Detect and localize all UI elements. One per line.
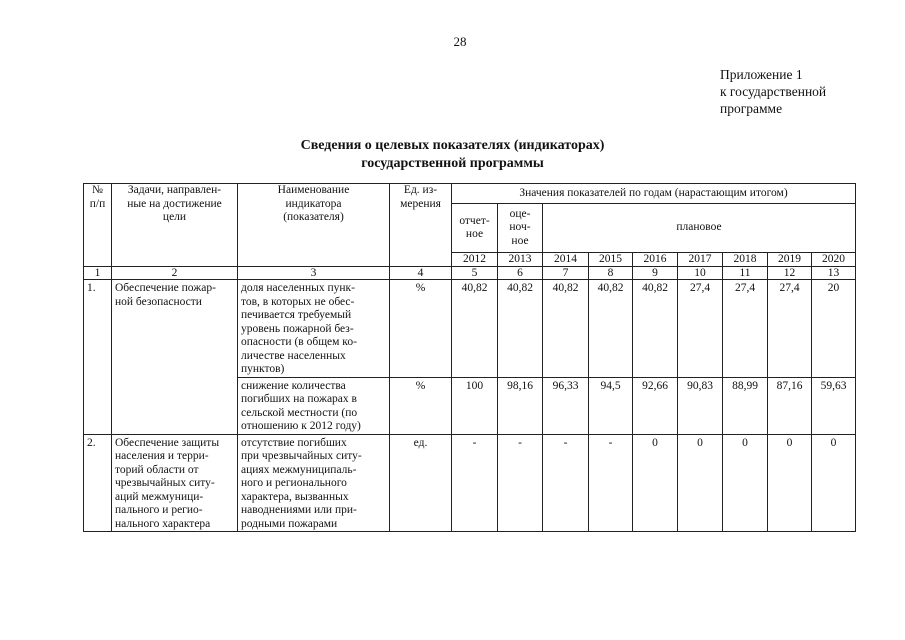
row-task-line: чрезвычайных ситу- <box>115 477 215 489</box>
column-numbers-row <box>84 267 856 280</box>
year-2014: 2014 <box>543 253 589 267</box>
table-row <box>84 434 856 532</box>
value-cell: - <box>543 434 589 532</box>
row-num: 2. <box>84 434 112 532</box>
value-cell: 98,16 <box>498 377 543 434</box>
row-num: 1. <box>84 280 112 435</box>
value-cell: 88,99 <box>723 377 768 434</box>
header-num-line: № <box>92 184 103 196</box>
row-unit: % <box>390 377 452 434</box>
header-unit-line: мерения <box>400 197 441 210</box>
column-number: 2 <box>112 267 238 280</box>
year-2012: 2012 <box>452 253 498 267</box>
value-cell: 0 <box>723 434 768 532</box>
year-2013: 2013 <box>498 253 543 267</box>
value-cell: 100 <box>452 377 498 434</box>
header-indicator <box>238 184 390 267</box>
appendix-line: программе <box>720 101 783 116</box>
column-number: 6 <box>498 267 543 280</box>
value-cell: 96,33 <box>543 377 589 434</box>
row-indicator-line: доля населенных пунк- <box>241 282 355 294</box>
row-task-line: Обеспечение защиты <box>115 436 220 449</box>
row-indicator-line: снижение количества <box>241 379 346 392</box>
row-indicator <box>238 280 390 378</box>
header-tasks <box>112 184 238 267</box>
header-reported <box>452 204 498 253</box>
row-task-line: аций межмуници- <box>115 490 204 503</box>
value-cell: - <box>452 434 498 532</box>
row-task-line: Обеспечение пожар- <box>115 282 216 294</box>
column-number: 13 <box>812 267 856 280</box>
value-cell: - <box>498 434 543 532</box>
row-indicator-line: тов, в которых не обес- <box>241 295 355 308</box>
header-estimated-line: ноч- <box>509 221 531 234</box>
column-number: 4 <box>390 267 452 280</box>
value-cell: 59,63 <box>812 377 856 434</box>
row-indicator-line: отсутствие погибших <box>241 436 347 449</box>
title-line: государственной программы <box>361 156 544 171</box>
column-number: 1 <box>84 267 112 280</box>
header-num <box>84 184 112 267</box>
value-cell: 0 <box>768 434 812 532</box>
year-2016: 2016 <box>633 253 678 267</box>
header-tasks-line: ные на достижение <box>127 197 222 210</box>
row-indicator-line: характера, вызванных <box>241 490 349 503</box>
indicators-table <box>83 183 856 532</box>
value-cell: 27,4 <box>768 280 812 378</box>
row-task-line: нального характера <box>115 517 211 530</box>
column-number: 7 <box>543 267 589 280</box>
row-indicator <box>238 434 390 532</box>
row-indicator-line: наводнениями или при- <box>241 504 357 516</box>
value-cell: 90,83 <box>678 377 723 434</box>
row-indicator-line: ного и регионального <box>241 477 347 489</box>
value-cell: 20 <box>812 280 856 378</box>
header-planned: плановое <box>543 204 856 253</box>
title-line: Сведения о целевых показателях (индикаторах) <box>300 138 605 153</box>
header-estimated <box>498 204 543 253</box>
row-indicator-line: при чрезвычайных ситу- <box>241 450 362 462</box>
row-indicator <box>238 377 390 434</box>
value-cell: 40,82 <box>589 280 633 378</box>
row-unit: ед. <box>390 434 452 532</box>
header-indicator-line: Наименование <box>277 184 350 196</box>
row-task-line: ной безопасности <box>115 295 202 308</box>
value-cell: 0 <box>633 434 678 532</box>
column-number: 9 <box>633 267 678 280</box>
row-indicator-line: ациях межмуниципаль- <box>241 463 357 476</box>
header-indicator-line: (показателя) <box>283 211 344 223</box>
row-task-line: торий области от <box>115 463 199 476</box>
value-cell: 27,4 <box>678 280 723 378</box>
row-indicator-line: опасности (в общем ко- <box>241 336 357 348</box>
value-cell: 92,66 <box>633 377 678 434</box>
header-reported-line: ное <box>465 228 484 240</box>
header-unit <box>390 184 452 267</box>
row-indicator-line: сельской местности (по <box>241 406 358 419</box>
row-indicator-line: пунктов) <box>241 363 285 375</box>
value-cell: - <box>589 434 633 532</box>
row-indicator-line: родными пожарами <box>241 517 338 530</box>
header-values-group: Значения показателей по годам (нарастающим итогом) <box>452 184 856 204</box>
header-estimated-line: ное <box>511 234 529 247</box>
row-indicator-line: отношению к 2012 году) <box>241 420 361 432</box>
header-estimated-line: оце- <box>509 207 531 220</box>
column-number: 3 <box>238 267 390 280</box>
value-cell: 0 <box>678 434 723 532</box>
row-task <box>112 280 238 435</box>
appendix-note <box>720 66 826 117</box>
row-indicator-line: личестве населенных <box>241 349 346 362</box>
header-indicator-line: индикатора <box>285 197 342 210</box>
column-number: 8 <box>589 267 633 280</box>
row-task-line: пального и регио- <box>115 504 203 516</box>
page-number: 28 <box>453 34 467 49</box>
row-task <box>112 434 238 532</box>
document-title <box>0 137 905 173</box>
row-indicator-line: печивается требуемый <box>241 309 352 321</box>
header-tasks-line: цели <box>162 211 187 223</box>
column-number: 11 <box>723 267 768 280</box>
header-num-line: п/п <box>89 197 106 210</box>
value-cell: 94,5 <box>589 377 633 434</box>
value-cell: 0 <box>812 434 856 532</box>
header-reported-line: отчет- <box>459 214 490 227</box>
row-unit: % <box>390 280 452 378</box>
row-indicator-line: уровень пожарной без- <box>241 322 354 335</box>
value-cell: 87,16 <box>768 377 812 434</box>
column-number: 5 <box>452 267 498 280</box>
year-2015: 2015 <box>589 253 633 267</box>
value-cell: 40,82 <box>633 280 678 378</box>
header-unit-line: Ед. из- <box>403 184 438 196</box>
table-row <box>84 280 856 378</box>
column-number: 12 <box>768 267 812 280</box>
value-cell: 40,82 <box>452 280 498 378</box>
year-2017: 2017 <box>678 253 723 267</box>
year-2018: 2018 <box>723 253 768 267</box>
value-cell: 27,4 <box>723 280 768 378</box>
row-indicator-line: погибших на пожарах в <box>241 393 357 405</box>
value-cell: 40,82 <box>498 280 543 378</box>
header-tasks-line: Задачи, направлен- <box>127 184 222 196</box>
appendix-line: к государственной <box>720 84 827 99</box>
year-2019: 2019 <box>768 253 812 267</box>
row-task-line: населения и терри- <box>115 450 209 462</box>
value-cell: 40,82 <box>543 280 589 378</box>
column-number: 10 <box>678 267 723 280</box>
appendix-line: Приложение 1 <box>720 67 803 82</box>
year-2020: 2020 <box>812 253 856 267</box>
